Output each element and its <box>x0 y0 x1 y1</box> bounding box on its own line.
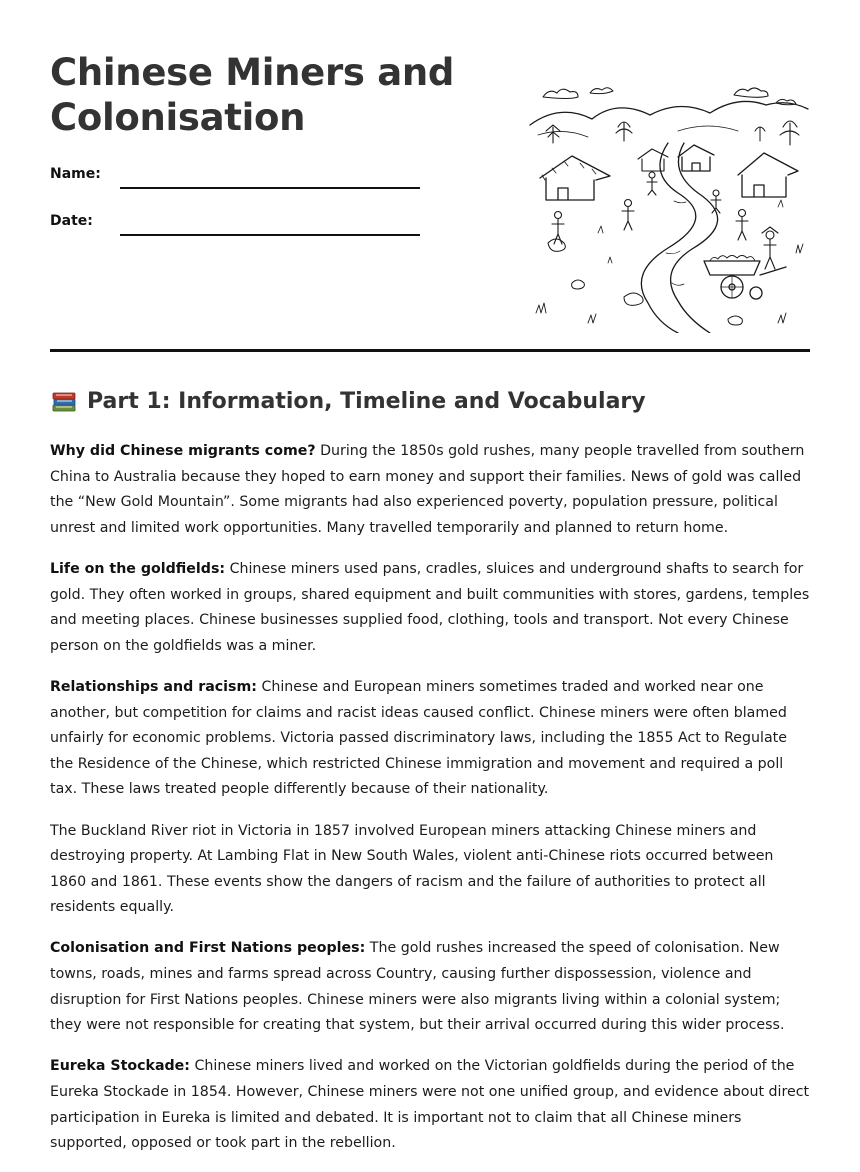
paragraph-label: Colonisation and First Nations peoples: <box>50 940 366 957</box>
header-divider <box>50 349 810 352</box>
goldfields-illustration <box>528 83 810 333</box>
books-icon <box>50 387 78 415</box>
paragraph-label: Eureka Stockade: <box>50 1058 190 1075</box>
page-title: Chinese Miners and Colonisation <box>50 51 455 139</box>
paragraph-text: During the 1850s gold rushes, many people travelled from southern China to Australia because they hoped to earn money and support their families. News of gold was called the “New Gold Mountain”. Some migrants had also experienced poverty, population pressure, political unrest and limited work opportunities. Many travelled temporarily and planned to return home. <box>50 443 805 536</box>
paragraph-eureka <box>50 1054 812 1156</box>
section-heading-text: Part 1: Information, Timeline and Vocabulary <box>87 388 646 414</box>
paragraph-label: Why did Chinese migrants come? <box>50 443 316 459</box>
section-heading <box>50 387 646 415</box>
date-label: Date: <box>50 213 93 229</box>
paragraph-label: Relationships and racism: <box>50 678 257 695</box>
paragraph-colonisation <box>50 936 812 1038</box>
paragraph-text: The Buckland River riot in Victoria in 1857 involved European miners attacking Chinese miners and destroying property. At Lambing Flat in New South Wales, violent anti-Chinese riots occurred between 1860 and 1861. These events show the dangers of racism and the failure of authorities to protect all residents equally. <box>50 822 774 916</box>
body-text <box>50 439 812 1172</box>
date-field[interactable] <box>120 234 420 236</box>
name-label: Name: <box>50 166 101 182</box>
paragraph-riots <box>50 819 812 921</box>
name-field[interactable] <box>120 187 420 189</box>
paragraph-text: The gold rushes increased the speed of colonisation. New towns, roads, mines and farms spread across Country, causing further dispossession, violence and disruption for First Nations peoples. Chinese miners were also migrants living within a colonial system; they were not responsible for creating that system, but their arrival occurred during this wider process. <box>50 940 785 1034</box>
paragraph-text: Chinese miners used pans, cradles, sluices and underground shafts to search for gold. They often worked in groups, shared equipment and built communities with stores, gardens, temples and meeting places. Chinese businesses supplied food, clothing, tools and transport. Not every Chinese person on the goldfields was a miner. <box>50 560 810 654</box>
paragraph-text: Chinese and European miners sometimes traded and worked near one another, but competition for claims and racist ideas caused conflict. Chinese miners were often blamed unfairly for economic problems. Victoria passed discriminatory laws, including the 1855 Act to Regulate the Residence of the Chinese, which restricted Chinese immigration and movement and required a poll tax. These laws treated people differently because of their nationality. <box>50 678 787 798</box>
paragraph-why-migrants <box>50 439 812 541</box>
paragraph-life-goldfields <box>50 557 812 659</box>
paragraph-label: Life on the goldfields: <box>50 560 226 577</box>
paragraph-text: Chinese miners lived and worked on the Victorian goldfields during the period of the Eureka Stockade in 1854. However, Chinese miners were not one unified group, and evidence about direct participation in Eureka is limited and debated. It is important not to claim that all Chinese miners supported, opposed or took part in the rebellion. <box>50 1058 810 1152</box>
paragraph-relationships-racism <box>50 675 812 803</box>
